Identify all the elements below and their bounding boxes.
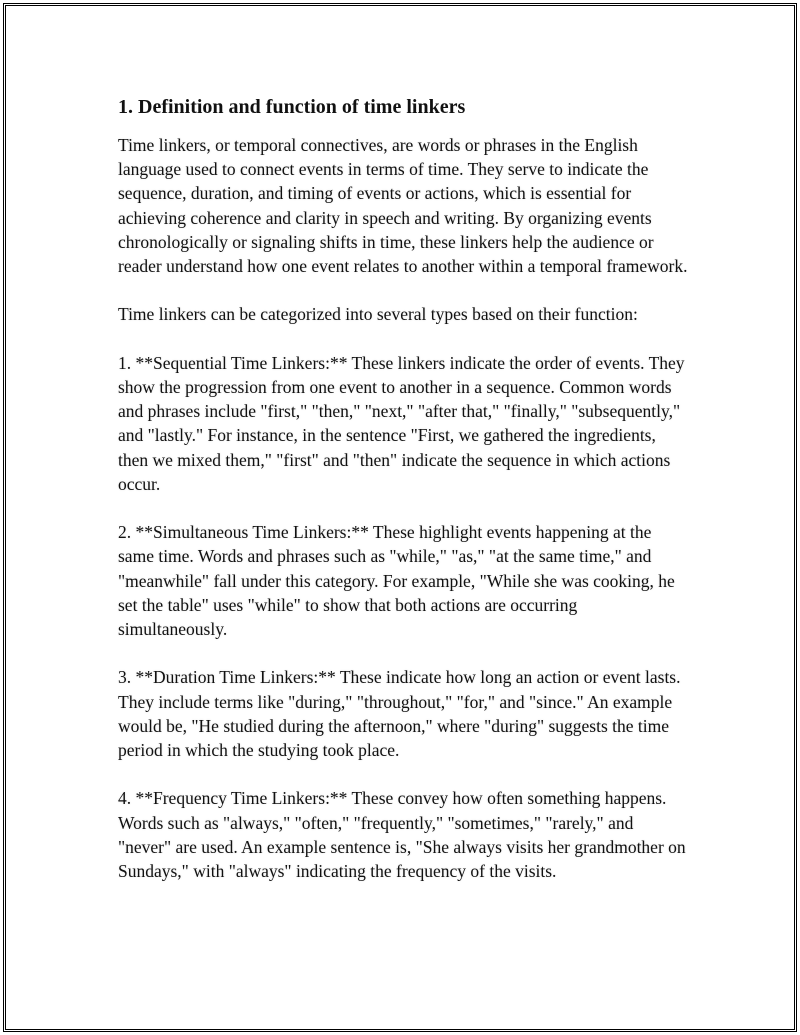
paragraph-definition: Time linkers, or temporal connectives, are words or phrases in the English language used to connect events in terms of time. They serve to indicate the sequence, duration, and timing of events or actions, which is essential for achieving coherence and clarity in speech and writing. By organizing events chronologically or signaling shifts in time, these linkers help the audience or reader understand how one event relates to another within a temporal framework.: [118, 135, 688, 277]
paragraph-simultaneous-linkers: 2. **Simultaneous Time Linkers:** These highlight events happening at the same time. Words and phrases such as "while," "as," "at the same time," and "meanwhile" fall under this category. For example, "While she was cooking, he set the table" uses "while" to show that both actions are occurring simultaneously.: [118, 522, 675, 640]
paragraph-frequency-linkers: 4. **Frequency Time Linkers:** These convey how often something happens. Words such as "always," "often," "frequently," "sometimes," "rarely," and "never" are used. An example sentence is, "She always visits her grandmother on Sundays," with "always" indicating the frequency of the visits.: [118, 788, 686, 882]
paragraph-sequential-linkers: 1. **Sequential Time Linkers:** These linkers indicate the order of events. They show the progression from one event to another in a sequence. Common words and phrases include "first," "then," "next," "after that," "finally," "subsequently," and "lastly." For instance, in the sentence "First, we gathered the ingredients, then we mixed them," "first" and "then" indicate the sequence in which actions occur.: [118, 352, 685, 494]
section-heading: 1. Definition and function of time linkers: [118, 96, 466, 118]
paragraph-duration-linkers: 3. **Duration Time Linkers:** These indicate how long an action or event lasts. They include terms like "during," "throughout," "for," and "since." An example would be, "He studied during the afternoon," where "during" suggests the time period in which the studying took place.: [118, 667, 681, 761]
document-body: [118, 93, 688, 907]
paragraph-categories-intro: Time linkers can be categorized into several types based on their function:: [118, 304, 638, 325]
